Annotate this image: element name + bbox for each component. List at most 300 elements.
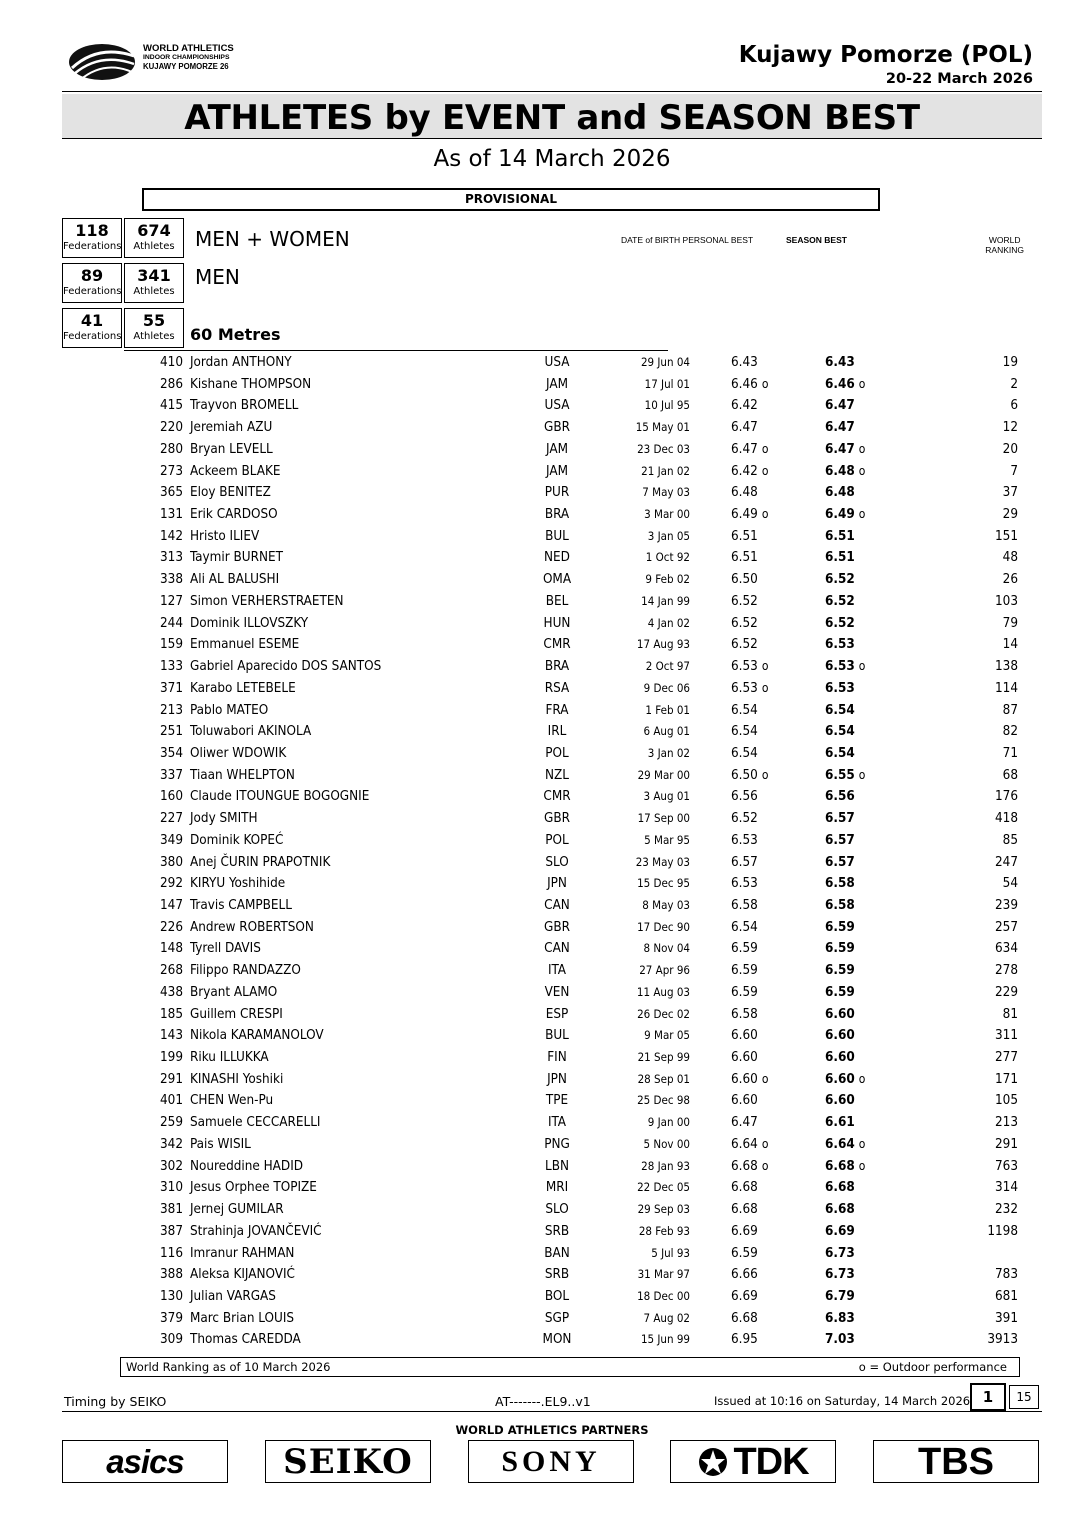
nationality bbox=[528, 352, 586, 374]
season-best-value: 6.64 bbox=[825, 1136, 855, 1152]
personal-best-value: 6.53 bbox=[731, 832, 758, 848]
bib-number bbox=[160, 1090, 183, 1112]
date-of-birth bbox=[641, 352, 690, 374]
season-best bbox=[825, 1199, 855, 1221]
date-of-birth-value: 23 Dec 03 bbox=[637, 441, 690, 456]
athlete-name-value: Thomas CAREDDA bbox=[190, 1332, 301, 1348]
athlete-name bbox=[190, 656, 381, 678]
date-of-birth bbox=[638, 765, 690, 787]
world-ranking bbox=[995, 1177, 1018, 1199]
date-of-birth bbox=[637, 439, 690, 461]
athlete-name bbox=[190, 873, 285, 895]
bib-number bbox=[160, 526, 183, 548]
nationality bbox=[528, 917, 586, 939]
world-ranking-value: 81 bbox=[1002, 1006, 1018, 1022]
season-best bbox=[825, 591, 855, 613]
personal-best-value: 6.69 bbox=[731, 1223, 758, 1239]
athlete-name bbox=[190, 786, 369, 808]
personal-best bbox=[731, 656, 768, 678]
personal-best-value: 6.59 bbox=[731, 984, 758, 1000]
season-best bbox=[825, 656, 865, 678]
count-value: 118 bbox=[75, 221, 109, 240]
outdoor-marker: o bbox=[858, 441, 866, 456]
world-ranking bbox=[995, 982, 1018, 1004]
date-of-birth-value: 9 Dec 06 bbox=[643, 680, 690, 695]
nationality-value: MON bbox=[542, 1332, 572, 1348]
personal-best bbox=[731, 786, 758, 808]
nationality-value: USA bbox=[544, 398, 570, 414]
season-best bbox=[825, 439, 865, 461]
bib-number bbox=[160, 852, 183, 874]
season-best-value: 6.73 bbox=[825, 1245, 855, 1261]
nationality-value: LBN bbox=[545, 1158, 569, 1174]
athlete-name bbox=[190, 374, 311, 396]
date-of-birth-value: 3 Jan 02 bbox=[647, 745, 690, 760]
nationality-value: SRB bbox=[544, 1267, 570, 1283]
date-of-birth bbox=[645, 395, 690, 417]
partner-asics bbox=[62, 1440, 228, 1483]
season-best bbox=[825, 1177, 855, 1199]
bib-number bbox=[160, 678, 183, 700]
athlete-name-value: Oliwer WDOWIK bbox=[190, 745, 287, 761]
header-dob-pb: DATE of BIRTH PERSONAL BEST bbox=[621, 235, 754, 245]
bib-number bbox=[160, 656, 183, 678]
bib-number-value: 342 bbox=[160, 1136, 183, 1152]
personal-best bbox=[731, 1243, 758, 1265]
venue: Kujawy Pomorze (POL) bbox=[738, 42, 1033, 68]
bib-number-value: 337 bbox=[160, 767, 183, 783]
table-row bbox=[0, 1004, 1077, 1026]
athlete-name-value: Jordan ANTHONY bbox=[190, 355, 292, 370]
world-ranking-value: 213 bbox=[995, 1115, 1018, 1131]
nationality-value: BRA bbox=[544, 507, 570, 523]
date-of-birth bbox=[642, 482, 690, 504]
bib-number bbox=[160, 808, 183, 830]
world-ranking bbox=[1003, 482, 1018, 504]
athlete-name bbox=[190, 634, 299, 656]
nationality-value: SRB bbox=[544, 1223, 570, 1239]
header-rule bbox=[62, 91, 1042, 92]
date-of-birth-value: 18 Dec 00 bbox=[637, 1288, 690, 1303]
world-ranking-value: 105 bbox=[995, 1093, 1018, 1109]
personal-best bbox=[731, 1112, 758, 1134]
nationality-value: BUL bbox=[545, 528, 569, 544]
world-ranking-value: 2 bbox=[1010, 376, 1018, 392]
personal-best bbox=[731, 1199, 758, 1221]
table-row bbox=[0, 700, 1077, 722]
nationality bbox=[528, 482, 586, 504]
bib-number-value: 286 bbox=[160, 376, 183, 392]
table-row bbox=[0, 591, 1077, 613]
date-of-birth bbox=[637, 1286, 690, 1308]
logo-text bbox=[143, 44, 234, 71]
season-best bbox=[825, 852, 855, 874]
athlete-name-value: Simon VERHERSTRAETEN bbox=[190, 593, 344, 609]
season-best-value: 6.79 bbox=[825, 1288, 855, 1304]
personal-best bbox=[731, 960, 758, 982]
season-best bbox=[825, 547, 855, 569]
season-best-value: 6.59 bbox=[825, 963, 855, 979]
world-ranking bbox=[995, 1090, 1018, 1112]
table-row bbox=[0, 678, 1077, 700]
season-best-value: 6.53 bbox=[825, 659, 855, 675]
world-ranking-value: 82 bbox=[1002, 724, 1018, 740]
bib-number-value: 371 bbox=[160, 680, 183, 696]
season-best-value: 6.60 bbox=[825, 1093, 855, 1109]
athlete-name-value: Eloy BENITEZ bbox=[190, 485, 271, 501]
season-best bbox=[825, 613, 855, 635]
athlete-name-value: Karabo LETEBELE bbox=[190, 680, 296, 696]
header-world: WORLD bbox=[988, 235, 1021, 245]
personal-best bbox=[731, 982, 758, 1004]
personal-best-value: 6.56 bbox=[731, 789, 758, 805]
athlete-name bbox=[190, 504, 278, 526]
header-season-best: SEASON BEST bbox=[786, 235, 847, 245]
personal-best bbox=[731, 1177, 758, 1199]
date-of-birth-value: 31 Mar 97 bbox=[637, 1267, 690, 1282]
personal-best-value: 6.68 bbox=[731, 1202, 758, 1218]
date-of-birth-value: 27 Apr 96 bbox=[639, 963, 690, 978]
personal-best-value: 6.69 bbox=[731, 1288, 758, 1304]
athlete-name-value: Filippo RANDAZZO bbox=[190, 963, 301, 979]
date-of-birth-value: 22 Dec 05 bbox=[637, 1180, 690, 1195]
count-athletes-event bbox=[124, 308, 184, 348]
personal-best-value: 6.59 bbox=[731, 963, 758, 979]
personal-best-value: 6.51 bbox=[731, 550, 758, 566]
bib-number-value: 309 bbox=[160, 1332, 183, 1348]
partner-tbs-name: TBS bbox=[918, 1440, 994, 1483]
bib-number-value: 410 bbox=[160, 355, 183, 370]
season-best-value: 6.73 bbox=[825, 1267, 855, 1283]
date-of-birth bbox=[646, 547, 690, 569]
world-ranking bbox=[1003, 700, 1018, 722]
world-ranking bbox=[995, 1112, 1018, 1134]
event-title: 60 Metres bbox=[190, 325, 281, 344]
personal-best bbox=[731, 547, 758, 569]
personal-best-value: 6.54 bbox=[731, 702, 758, 718]
table-row bbox=[0, 504, 1077, 526]
table-row bbox=[0, 895, 1077, 917]
nationality bbox=[528, 852, 586, 874]
personal-best bbox=[731, 417, 758, 439]
world-ranking bbox=[1003, 873, 1018, 895]
personal-best bbox=[731, 1134, 768, 1156]
nationality-value: BAN bbox=[544, 1245, 570, 1261]
athlete-name-value: Tiaan WHELPTON bbox=[190, 767, 295, 783]
bib-number bbox=[160, 700, 183, 722]
athlete-name-value: Riku ILLUKKA bbox=[190, 1050, 269, 1066]
personal-best-value: 6.60 bbox=[731, 1093, 758, 1109]
bib-number-value: 379 bbox=[160, 1310, 183, 1326]
bib-number-value: 280 bbox=[160, 441, 183, 457]
personal-best bbox=[731, 1286, 758, 1308]
season-best-value: 6.83 bbox=[825, 1310, 855, 1326]
world-ranking bbox=[995, 1286, 1018, 1308]
nationality bbox=[528, 374, 586, 396]
bib-number bbox=[160, 873, 183, 895]
bib-number bbox=[160, 352, 183, 374]
date-of-birth-value: 14 Jan 99 bbox=[641, 593, 690, 608]
table-row bbox=[0, 917, 1077, 939]
count-federations-all bbox=[62, 218, 122, 258]
table-row bbox=[0, 613, 1077, 635]
table-row bbox=[0, 417, 1077, 439]
season-best-value: 6.51 bbox=[825, 528, 855, 544]
bib-number bbox=[160, 1156, 183, 1178]
world-ranking-value: 138 bbox=[995, 659, 1018, 675]
personal-best bbox=[731, 765, 768, 787]
athlete-name bbox=[190, 547, 283, 569]
athlete-name bbox=[190, 1134, 251, 1156]
season-best bbox=[825, 808, 855, 830]
bib-number-value: 291 bbox=[160, 1071, 183, 1087]
nationality-value: NZL bbox=[545, 767, 569, 783]
personal-best-value: 6.51 bbox=[731, 528, 758, 544]
personal-best bbox=[731, 504, 768, 526]
outdoor-marker: o bbox=[761, 1158, 769, 1173]
season-best-value: 6.57 bbox=[825, 811, 855, 827]
bib-number bbox=[160, 1199, 183, 1221]
nationality bbox=[528, 439, 586, 461]
table-row bbox=[0, 1308, 1077, 1330]
date-of-birth bbox=[642, 895, 690, 917]
world-ranking bbox=[995, 1069, 1018, 1091]
season-best-value: 6.56 bbox=[825, 789, 855, 805]
page-title: ATHLETES by EVENT and SEASON BEST bbox=[184, 98, 920, 138]
date-of-birth bbox=[644, 678, 690, 700]
athlete-name-value: CHEN Wen-Pu bbox=[190, 1093, 274, 1109]
athlete-name-value: Dominik ILLOVSZKY bbox=[190, 615, 309, 631]
section-men-women: MEN + WOMEN bbox=[195, 227, 350, 251]
date-of-birth-value: 25 Dec 98 bbox=[637, 1093, 690, 1108]
date-of-birth bbox=[648, 526, 690, 548]
season-best bbox=[825, 982, 855, 1004]
nationality bbox=[528, 634, 586, 656]
personal-best bbox=[731, 743, 758, 765]
date-of-birth bbox=[638, 1199, 690, 1221]
athlete-name-value: Claude ITOUNGUE BOGOGNIE bbox=[190, 789, 370, 805]
season-best-value: 6.49 bbox=[825, 507, 855, 523]
date-of-birth bbox=[645, 374, 690, 396]
header-ranking: RANKING bbox=[985, 245, 1024, 255]
date-of-birth-value: 17 Sep 00 bbox=[637, 811, 690, 826]
season-best-value: 6.46 bbox=[825, 376, 855, 392]
season-best-value: 6.43 bbox=[825, 355, 855, 370]
bib-number bbox=[160, 1243, 183, 1265]
personal-best-value: 6.52 bbox=[731, 593, 758, 609]
date-of-birth-value: 7 Aug 02 bbox=[643, 1310, 690, 1325]
personal-best-value: 6.60 bbox=[731, 1071, 758, 1087]
date-of-birth bbox=[645, 569, 690, 591]
athlete-name-value: Trayvon BROMELL bbox=[190, 398, 299, 414]
table-row bbox=[0, 1047, 1077, 1069]
table-row bbox=[0, 1069, 1077, 1091]
world-ranking-value: 783 bbox=[995, 1267, 1018, 1283]
date-of-birth-value: 9 Feb 02 bbox=[645, 572, 690, 587]
athlete-name-value: Jesus Orphee TOPIZE bbox=[190, 1180, 317, 1196]
table-row bbox=[0, 830, 1077, 852]
nationality-value: JAM bbox=[546, 441, 568, 457]
season-best bbox=[825, 417, 855, 439]
partner-tdk bbox=[670, 1440, 836, 1483]
athlete-name bbox=[190, 982, 277, 1004]
partner-seiko bbox=[265, 1440, 431, 1483]
world-ranking bbox=[1003, 721, 1018, 743]
season-best-value: 6.52 bbox=[825, 572, 855, 588]
world-ranking-value: 391 bbox=[995, 1310, 1018, 1326]
outdoor-marker: o bbox=[761, 1071, 769, 1086]
date-of-birth bbox=[651, 1243, 690, 1265]
count-federations-men bbox=[62, 263, 122, 303]
nationality bbox=[528, 1264, 586, 1286]
athlete-name-value: Julian VARGAS bbox=[190, 1288, 276, 1304]
nationality bbox=[528, 700, 586, 722]
nationality bbox=[528, 417, 586, 439]
date-of-birth bbox=[638, 1264, 690, 1286]
bib-number-value: 116 bbox=[160, 1245, 183, 1261]
outdoor-note: o = Outdoor performance bbox=[858, 1360, 1007, 1374]
bib-number-value: 159 bbox=[160, 637, 183, 653]
nationality-value: FRA bbox=[545, 702, 569, 718]
personal-best bbox=[731, 1329, 758, 1351]
bib-number bbox=[160, 917, 183, 939]
personal-best-value: 6.64 bbox=[731, 1136, 758, 1152]
bib-number-value: 143 bbox=[160, 1028, 183, 1044]
outdoor-marker: o bbox=[761, 441, 769, 456]
world-ranking-value: 79 bbox=[1002, 615, 1018, 631]
personal-best bbox=[731, 830, 758, 852]
season-best-value: 6.60 bbox=[825, 1050, 855, 1066]
personal-best-value: 6.43 bbox=[731, 355, 758, 370]
personal-best-value: 6.60 bbox=[731, 1050, 758, 1066]
world-ranking bbox=[1003, 765, 1018, 787]
nationality bbox=[528, 1221, 586, 1243]
world-ranking-value: 247 bbox=[995, 854, 1018, 870]
bib-number-value: 220 bbox=[160, 420, 183, 436]
nationality-value: HUN bbox=[543, 615, 571, 631]
nationality-value: CAN bbox=[544, 898, 570, 913]
world-ranking-value: 681 bbox=[995, 1288, 1018, 1304]
date-of-birth-value: 17 Aug 93 bbox=[636, 637, 690, 652]
nationality bbox=[528, 873, 586, 895]
athlete-name-value: Samuele CECCARELLI bbox=[190, 1115, 321, 1131]
personal-best bbox=[731, 721, 758, 743]
world-ranking bbox=[1003, 634, 1018, 656]
table-row bbox=[0, 1156, 1077, 1178]
athlete-name-value: Hristo ILIEV bbox=[190, 528, 260, 544]
bib-number bbox=[160, 1177, 183, 1199]
table-row bbox=[0, 374, 1077, 396]
nationality bbox=[528, 656, 586, 678]
bib-number bbox=[160, 1308, 183, 1330]
world-ranking bbox=[995, 786, 1018, 808]
bib-number-value: 401 bbox=[160, 1093, 183, 1109]
count-label: Federations bbox=[63, 286, 122, 297]
athlete-name-value: Imranur RAHMAN bbox=[190, 1245, 295, 1261]
season-best-value: 6.61 bbox=[825, 1115, 855, 1131]
bib-number bbox=[160, 395, 183, 417]
personal-best-value: 6.48 bbox=[731, 485, 758, 501]
nationality-value: BEL bbox=[545, 593, 569, 609]
season-best bbox=[825, 938, 855, 960]
partner-sony bbox=[468, 1440, 634, 1483]
bib-number-value: 313 bbox=[160, 550, 183, 566]
world-ranking bbox=[995, 917, 1018, 939]
world-ranking bbox=[1010, 395, 1018, 417]
date-of-birth-value: 17 Jul 01 bbox=[644, 376, 690, 391]
outdoor-marker: o bbox=[761, 680, 769, 695]
partner-asics-name: asics bbox=[106, 1443, 184, 1480]
date-of-birth bbox=[637, 917, 690, 939]
nationality bbox=[528, 569, 586, 591]
nationality-value: ITA bbox=[547, 1115, 567, 1131]
season-best bbox=[825, 786, 855, 808]
page-number: 1 bbox=[970, 1383, 1006, 1411]
count-value: 341 bbox=[137, 266, 171, 285]
bib-number-value: 127 bbox=[160, 593, 183, 609]
nationality bbox=[528, 938, 586, 960]
partner-seiko-name: SEIKO bbox=[283, 1441, 413, 1482]
table-row bbox=[0, 938, 1077, 960]
personal-best bbox=[731, 374, 768, 396]
date-of-birth-value: 5 Jul 93 bbox=[651, 1245, 690, 1260]
athlete-name-value: Tyrell DAVIS bbox=[190, 941, 261, 957]
page-subtitle: As of 14 March 2026 bbox=[433, 146, 671, 172]
nationality bbox=[528, 743, 586, 765]
season-best-value: 6.52 bbox=[825, 593, 855, 609]
season-best bbox=[825, 700, 855, 722]
bib-number-value: 131 bbox=[160, 507, 183, 523]
personal-best bbox=[731, 526, 758, 548]
athlete-name-value: Andrew ROBERTSON bbox=[190, 919, 314, 935]
season-best-value: 6.54 bbox=[825, 702, 855, 718]
bib-number bbox=[160, 1112, 183, 1134]
table-row bbox=[0, 634, 1077, 656]
bib-number bbox=[160, 417, 183, 439]
world-ranking bbox=[1003, 743, 1018, 765]
athlete-name bbox=[190, 1199, 284, 1221]
nationality bbox=[528, 395, 586, 417]
bib-number-value: 387 bbox=[160, 1223, 183, 1239]
nationality-value: SLO bbox=[545, 1202, 569, 1218]
date-of-birth bbox=[644, 504, 690, 526]
bib-number-value: 292 bbox=[160, 876, 183, 892]
athlete-name bbox=[190, 1156, 303, 1178]
date-of-birth-value: 15 May 01 bbox=[635, 420, 690, 435]
world-ranking-value: 239 bbox=[995, 898, 1018, 913]
date-of-birth bbox=[643, 721, 690, 743]
date-of-birth-value: 3 Aug 01 bbox=[643, 789, 690, 804]
personal-best-value: 6.59 bbox=[731, 1245, 758, 1261]
table-row bbox=[0, 395, 1077, 417]
personal-best-value: 6.53 bbox=[731, 876, 758, 892]
world-ranking bbox=[1010, 461, 1018, 483]
world-ranking bbox=[995, 1134, 1018, 1156]
bib-number-value: 147 bbox=[160, 898, 183, 913]
world-ranking bbox=[995, 1264, 1018, 1286]
athlete-name bbox=[190, 917, 314, 939]
season-best bbox=[825, 1004, 855, 1026]
world-ranking bbox=[1003, 547, 1018, 569]
partner-tbs bbox=[873, 1440, 1039, 1483]
world-ranking bbox=[995, 656, 1018, 678]
table-row bbox=[0, 873, 1077, 895]
nationality-value: VEN bbox=[544, 984, 570, 1000]
bib-number-value: 338 bbox=[160, 572, 183, 588]
table-row bbox=[0, 1221, 1077, 1243]
date-of-birth bbox=[643, 1308, 690, 1330]
title-rule bbox=[62, 138, 1042, 139]
